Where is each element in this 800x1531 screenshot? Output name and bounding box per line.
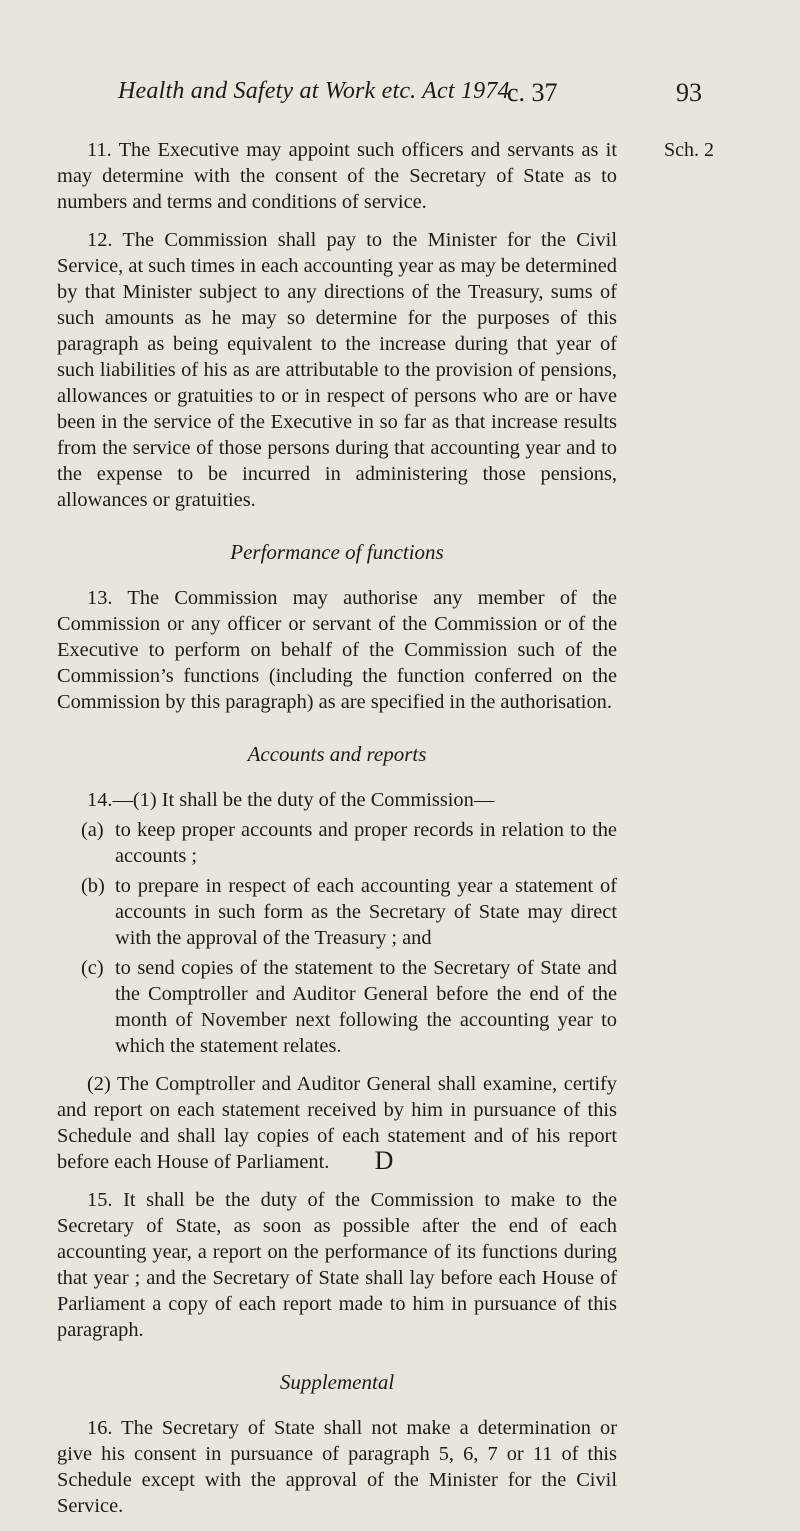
running-header xyxy=(0,78,800,112)
paragraph-16: 16. The Secretary of State shall not make a determination or give his consent in pursuance of paragraph 5, 6, 7 or 11 of this Schedule except with the approval of the Minister for the Civil Service. xyxy=(57,1417,617,1517)
item-text: to send copies of the statement to the Secretary of State and the Comptroller and Auditor General before the end of the month of November next following the accounting year to which the statement relates. xyxy=(115,957,617,1057)
chapter-number: c. 37 xyxy=(507,78,558,107)
paragraph-12: 12. The Commission shall pay to the Minister for the Civil Service, at such times in each accounting year as may be determined by that Minister subject to any directions of the Treasury, sums of such amounts as he may so determine for the purposes of this paragraph as being equivalent to the increase during that year of such liabilities of his as are attributable to the provision of pensions, allowances or gratuities to or in respect of persons who are or have been in the service of the Executive in so far as that increase results from the service of those persons during that accounting year and to the expense to be incurred in administering those pensions, allowances or gratuities. xyxy=(57,229,617,511)
paragraph-14-1: 14.—(1) It shall be the duty of the Commission— xyxy=(87,789,495,811)
act-title: Health and Safety at Work etc. Act 1974 xyxy=(118,78,510,104)
list-item xyxy=(57,817,617,869)
item-text: to prepare in respect of each accounting year a statement of accounts in such form as the Secretary of State may direct with the approval of the Treasury ; and xyxy=(115,875,617,949)
schedule-margin-note: Sch. 2 xyxy=(664,139,714,161)
paragraph-14-items xyxy=(57,817,617,1059)
item-label: (b) xyxy=(81,875,105,897)
paragraph-14-2: (2) The Comptroller and Auditor General shall examine, certify and report on each statement received by him in pursuance of this Schedule and shall lay copies of each statement and of his report before each House of Parliament. xyxy=(57,1073,617,1173)
paragraph-13: 13. The Commission may authorise any member of the Commission or any officer or servant of the Commission or of the Executive to perform on behalf of the Commission such of the Commission’s functions (including the function conferred on the Commission by this paragraph) as are specified in the authorisation. xyxy=(57,587,617,713)
paragraph-15: 15. It shall be the duty of the Commission to make to the Secretary of State, as soon as possible after the end of each accounting year, a report on the performance of its functions during that year ; and the Secretary of State shall lay before each House of Parliament a copy of each report made to him in pursuance of this paragraph. xyxy=(57,1189,617,1341)
item-label: (a) xyxy=(81,819,104,841)
document-body xyxy=(57,137,617,1531)
item-label: (c) xyxy=(81,957,104,979)
list-item xyxy=(57,955,617,1059)
paragraph-11: 11. The Executive may appoint such officers and servants as it may determine with the consent of the Secretary of State as to numbers and terms and conditions of service. xyxy=(57,139,617,213)
signature-letter: D xyxy=(374,1146,394,1175)
list-item xyxy=(57,873,617,951)
heading-accounts-and-reports: Accounts and reports xyxy=(247,742,427,766)
signature-mark xyxy=(0,1146,800,1176)
page-number: 93 xyxy=(676,78,702,107)
heading-performance-of-functions: Performance of functions xyxy=(230,540,444,564)
item-text: to keep proper accounts and proper records in relation to the accounts ; xyxy=(115,819,617,867)
heading-supplemental: Supplemental xyxy=(279,1370,395,1394)
